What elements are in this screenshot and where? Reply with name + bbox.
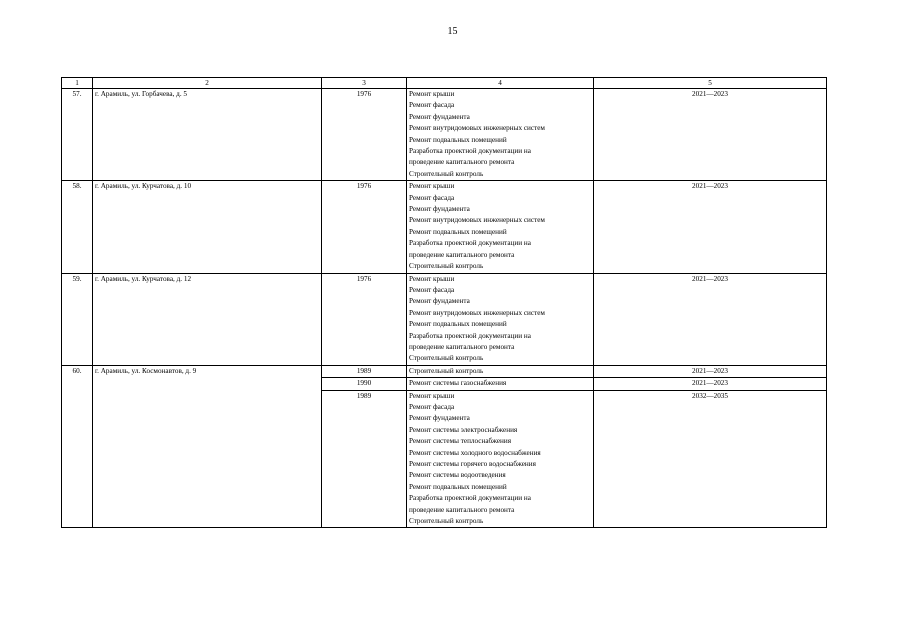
table-row (62, 273, 827, 365)
address-cell: г. Арамиль, ул. Курчатова, д. 12 (93, 273, 322, 365)
period-cell: 2021—2023 (594, 273, 827, 365)
column-header-3: 3 (322, 78, 407, 89)
address-cell: г. Арамиль, ул. Курчатова, д. 10 (93, 181, 322, 273)
row-number-cell: 58. (62, 181, 93, 273)
column-header-1: 1 (62, 78, 93, 89)
work-item: Ремонт фасада (409, 285, 455, 294)
work-item: Ремонт внутридомовых инженерных систем (409, 308, 545, 317)
work-item: Разработка проектной документации на (409, 494, 531, 503)
work-item: Ремонт фасада (409, 193, 455, 202)
work-item: Ремонт крыши (409, 391, 455, 400)
works-cell (407, 181, 594, 273)
year-cell: 1976 (322, 181, 407, 273)
year-cell: 1976 (322, 89, 407, 181)
work-item: Строительный контроль (409, 169, 484, 178)
period-cell: 2021—2023 (594, 365, 827, 377)
table-row (62, 181, 827, 273)
work-item: Разработка проектной документации на (409, 239, 531, 248)
column-header-2: 2 (93, 78, 322, 89)
work-item: Ремонт фундамента (409, 205, 470, 214)
period-cell: 2032—2035 (594, 390, 827, 528)
work-item: Ремонт подвальных помещений (409, 135, 507, 144)
year-cell: 1989 (322, 365, 407, 377)
work-item: Ремонт фундамента (409, 414, 470, 423)
work-item: Разработка проектной документации на (409, 331, 531, 340)
work-item: Ремонт фасада (409, 402, 455, 411)
works-cell (407, 378, 594, 390)
work-item: Разработка проектной документации на (409, 147, 531, 156)
page-number: 15 (447, 26, 458, 37)
address-cell: г. Арамиль, ул. Космонавтов, д. 9 (93, 365, 322, 528)
year-cell: 1989 (322, 390, 407, 528)
work-item: Строительный контроль (409, 354, 484, 363)
works-cell (407, 390, 594, 528)
work-item: Ремонт системы холодного водоснабжения (409, 448, 541, 457)
works-cell (407, 273, 594, 365)
table-row (62, 365, 827, 377)
row-number-cell: 60. (62, 365, 93, 528)
work-item: Ремонт подвальных помещений (409, 320, 507, 329)
year-cell: 1990 (322, 378, 407, 390)
row-number-cell: 57. (62, 89, 93, 181)
work-item: Ремонт фундамента (409, 297, 470, 306)
table-header-row (62, 78, 827, 89)
work-item: проведение капитального ремонта (409, 158, 515, 167)
period-cell: 2021—2023 (594, 378, 827, 390)
work-item: Ремонт системы газоснабжения (409, 379, 507, 388)
work-item: проведение капитального ремонта (409, 505, 515, 514)
work-item: Ремонт внутридомовых инженерных систем (409, 124, 545, 133)
works-cell (407, 365, 594, 377)
work-item: Ремонт системы электроснабжения (409, 425, 518, 434)
work-item: Строительный контроль (409, 517, 484, 526)
work-item: Ремонт фасада (409, 101, 455, 110)
work-item: Ремонт крыши (409, 90, 455, 98)
row-number-cell: 59. (62, 273, 93, 365)
work-item: Ремонт системы водоотведения (409, 471, 506, 480)
work-item: Ремонт крыши (409, 182, 455, 191)
table-row (62, 89, 827, 181)
work-item: Строительный контроль (409, 366, 484, 375)
capital-repair-table (61, 77, 827, 528)
period-cell: 2021—2023 (594, 89, 827, 181)
work-item: Ремонт крыши (409, 274, 455, 283)
year-cell: 1976 (322, 273, 407, 365)
work-item: Ремонт подвальных помещений (409, 227, 507, 236)
column-header-4: 4 (407, 78, 594, 89)
table-body (62, 78, 827, 528)
address-cell: г. Арамиль, ул. Горбачева, д. 5 (93, 89, 322, 181)
work-item: проведение капитального ремонта (409, 342, 515, 351)
work-item: проведение капитального ремонта (409, 250, 515, 259)
work-item: Ремонт фундамента (409, 112, 470, 121)
work-item: Ремонт внутридомовых инженерных систем (409, 216, 545, 225)
works-cell (407, 89, 594, 181)
work-item: Ремонт системы горячего водоснабжения (409, 460, 536, 468)
work-item: Ремонт системы теплоснабжения (409, 437, 512, 446)
column-header-5: 5 (594, 78, 827, 89)
work-item: Строительный контроль (409, 262, 484, 271)
period-cell: 2021—2023 (594, 181, 827, 273)
work-item: Ремонт подвальных помещений (409, 482, 507, 491)
